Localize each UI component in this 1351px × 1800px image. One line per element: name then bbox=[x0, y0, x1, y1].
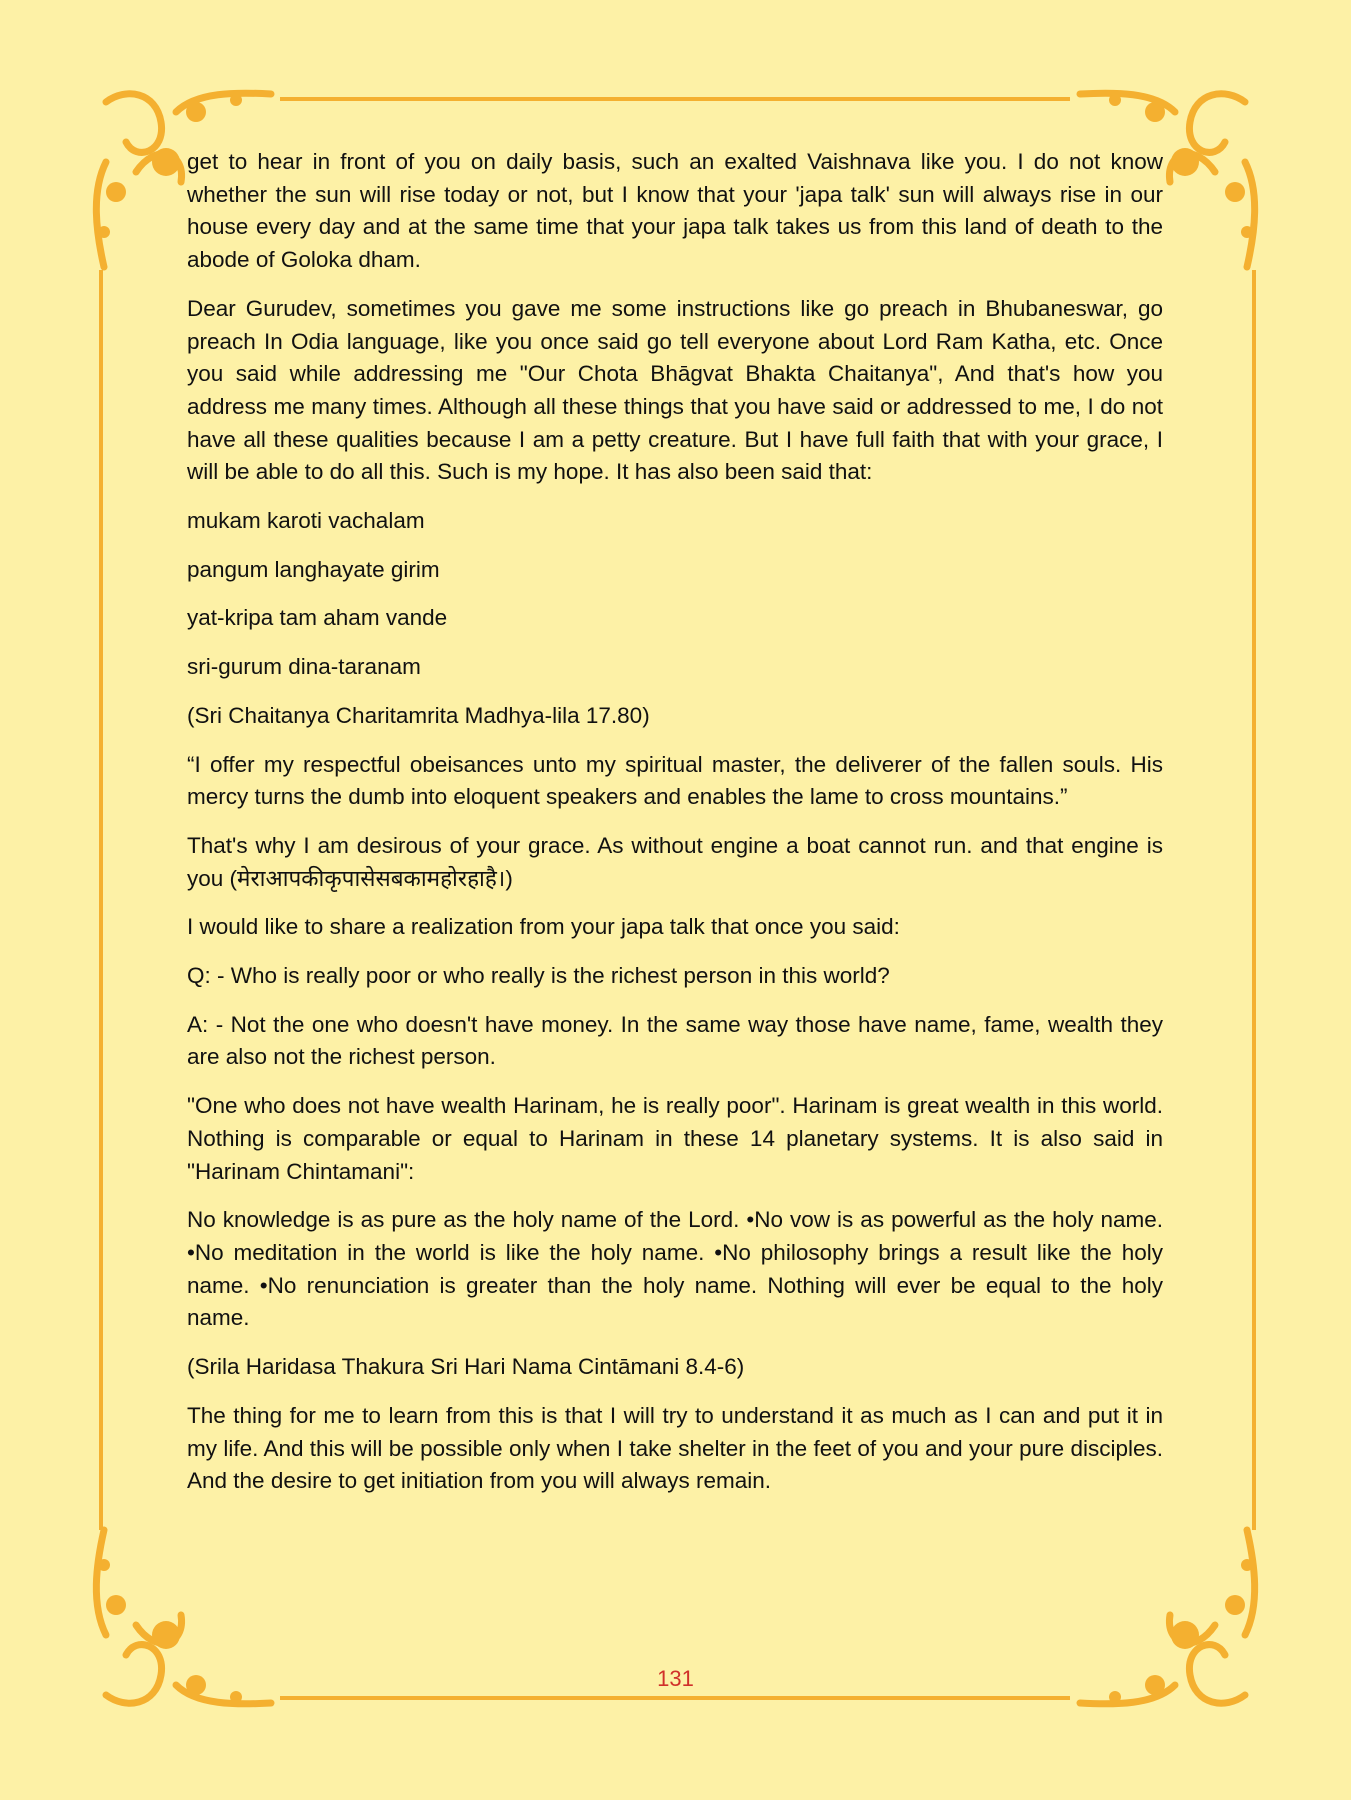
question: Q: - Who is really poor or who really is the richest person in this world? bbox=[187, 963, 890, 989]
border-right bbox=[1252, 270, 1256, 1530]
verse-line: sri-gurum dina-taranam bbox=[187, 654, 421, 680]
paragraph: "One who does not have wealth Harinam, he is really poor". Harinam is great wealth in this world. Nothing is comparable or equal to Harinam in these 14 planetary systems. It is also said in "Harinam Chintamani": bbox=[187, 1093, 1163, 1184]
translation: “I offer my respectful obeisances unto my spiritual master, the deliverer of the fallen souls. His mercy turns the dumb into eloquent speakers and enables the lame to cross mountains.” bbox=[187, 751, 1163, 810]
verse-line: mukam karoti vachalam bbox=[187, 508, 425, 534]
verse-line: yat-kripa tam aham vande bbox=[187, 605, 448, 631]
page-body bbox=[187, 146, 1163, 1514]
paragraph: I would like to share a realization from your japa talk that once you said: bbox=[187, 914, 900, 940]
border-bottom bbox=[280, 1696, 1070, 1700]
paragraph: Dear Gurudev, sometimes you gave me some instructions like go preach in Bhubaneswar, go preach In Odia language, like you once said go tell everyone about Lord Ram Katha, etc. Once you said while addressing me "Our Chota Bhāgvat Bhakta Chaitanya", And that's how you address me many times. Although all these things that you have said or addressed to me, I do not have all these qualities because I am a petty creature. But I have full faith that with your grace, I will be able to do all this. Such is my hope. It has also been said that: bbox=[187, 295, 1163, 485]
border-left bbox=[99, 270, 103, 1530]
page-number: 131 bbox=[657, 1666, 694, 1691]
citation: (Sri Chaitanya Charitamrita Madhya-lila 17.80) bbox=[187, 702, 650, 728]
border-top bbox=[280, 97, 1070, 101]
verse-line: pangum langhayate girim bbox=[187, 556, 440, 582]
citation: (Srila Haridasa Thakura Sri Hari Nama Cintāmani 8.4-6) bbox=[187, 1354, 745, 1380]
paragraph: No knowledge is as pure as the holy name of the Lord. •No vow is as powerful as the holy name. •No meditation in the world is like the holy name. •No philosophy brings a result like the holy name. •No renunciation is greater than the holy name. Nothing will ever be equal to the holy name. bbox=[187, 1207, 1163, 1331]
paragraph: The thing for me to learn from this is that I will try to understand it as much as I can and put it in my life. And this will be possible only when I take shelter in the feet of you and your pure disciples. And the desire to get initiation from you will always remain. bbox=[187, 1402, 1163, 1494]
answer: A: - Not the one who doesn't have money. In the same way those have name, fame, wealth they are also not the richest person. bbox=[187, 1011, 1163, 1070]
paragraph: get to hear in front of you on daily basis, such an exalted Vaishnava like you. I do not know whether the sun will rise today or not, but I know that your 'japa talk' sun will always rise in our house every day and at the same time that your japa talk takes us from this land of death to the abode of Goloka dham. bbox=[187, 149, 1163, 273]
paragraph: That's why I am desirous of your grace. As without engine a boat cannot run. and that engine is you (मेराआपकीकृपासेसबकामहोरहाहै।) bbox=[187, 832, 1163, 891]
